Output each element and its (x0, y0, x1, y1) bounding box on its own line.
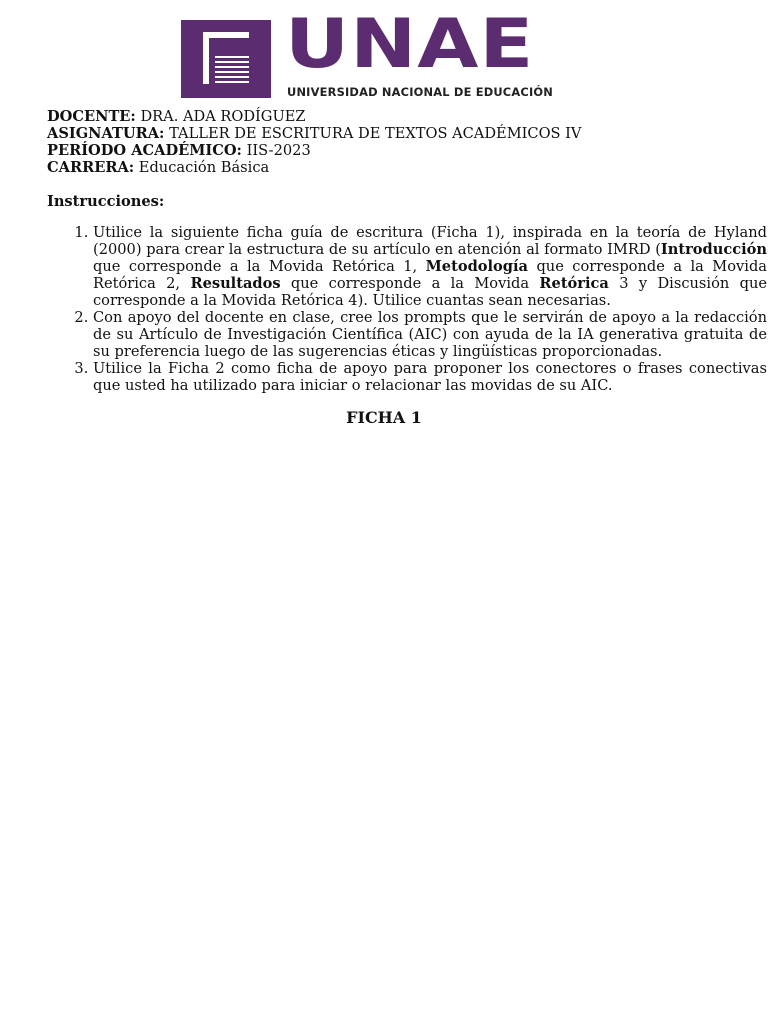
docente-row (47, 108, 727, 125)
unae-logo-emblem (181, 20, 271, 98)
carrera-label: CARRERA: (47, 159, 135, 176)
retorica-term: Retórica (539, 275, 609, 292)
unae-logo-subtitle: UNIVERSIDAD NACIONAL DE EDUCACIÓN (287, 85, 553, 99)
course-header (47, 108, 727, 176)
periodo-row (47, 142, 727, 159)
unae-logo (181, 3, 567, 100)
unae-logo-wordmark: UNAE (285, 3, 535, 84)
introduccion-term: Introducción (660, 241, 767, 258)
instruction-item-2: 2. Con apoyo del docente en clase, cree los prompts que le servirán de apoyo a la redacción de su Artículo de Investigación Científica (AIC) con ayuda de la IA generativa gratuita de su preferencia luego de las sugerencias éticas y lingüísticas proporcionadas. (93, 309, 767, 360)
periodo-value: IIS-2023 (241, 142, 311, 159)
asignatura-row (47, 125, 727, 142)
docente-value: DRA. ADA RODÍGUEZ (135, 108, 306, 125)
docente-label: DOCENTE: (47, 108, 136, 125)
periodo-label: PERÍODO ACADÉMICO: (47, 142, 242, 159)
metodologia-term: Metodología (425, 258, 528, 275)
instructions-list (47, 224, 767, 394)
instruction-item-1: 1. Utilice la siguiente ficha guía de escritura (Ficha 1), inspirada en la teoría de Hyland (2000) para crear la estructura de su artículo en atención al formato IMRD (Introducción que corresponde a la Movida Retórica 1, Metodología que corresponde a la Movida Retórica 2, Resultados que corresponde a la Movida Retórica 3 y Discusión que corresponde a la Movida Retórica 4). Utilice cuantas sean necesarias. (93, 224, 767, 309)
resultados-term: Resultados (190, 275, 281, 292)
ficha-title: FICHA 1 (346, 408, 422, 427)
asignatura-label: ASIGNATURA: (47, 125, 165, 142)
instructions-title: Instrucciones: (47, 193, 165, 210)
asignatura-value: TALLER DE ESCRITURA DE TEXTOS ACADÉMICOS IV (164, 125, 582, 142)
carrera-row (47, 159, 727, 176)
instruction-item-3: 3. Utilice la Ficha 2 como ficha de apoyo para proponer los conectores o frases conectivas que usted ha utilizado para iniciar o relacionar las movidas de su AIC. (93, 360, 767, 394)
carrera-value: Educación Básica (134, 159, 270, 176)
